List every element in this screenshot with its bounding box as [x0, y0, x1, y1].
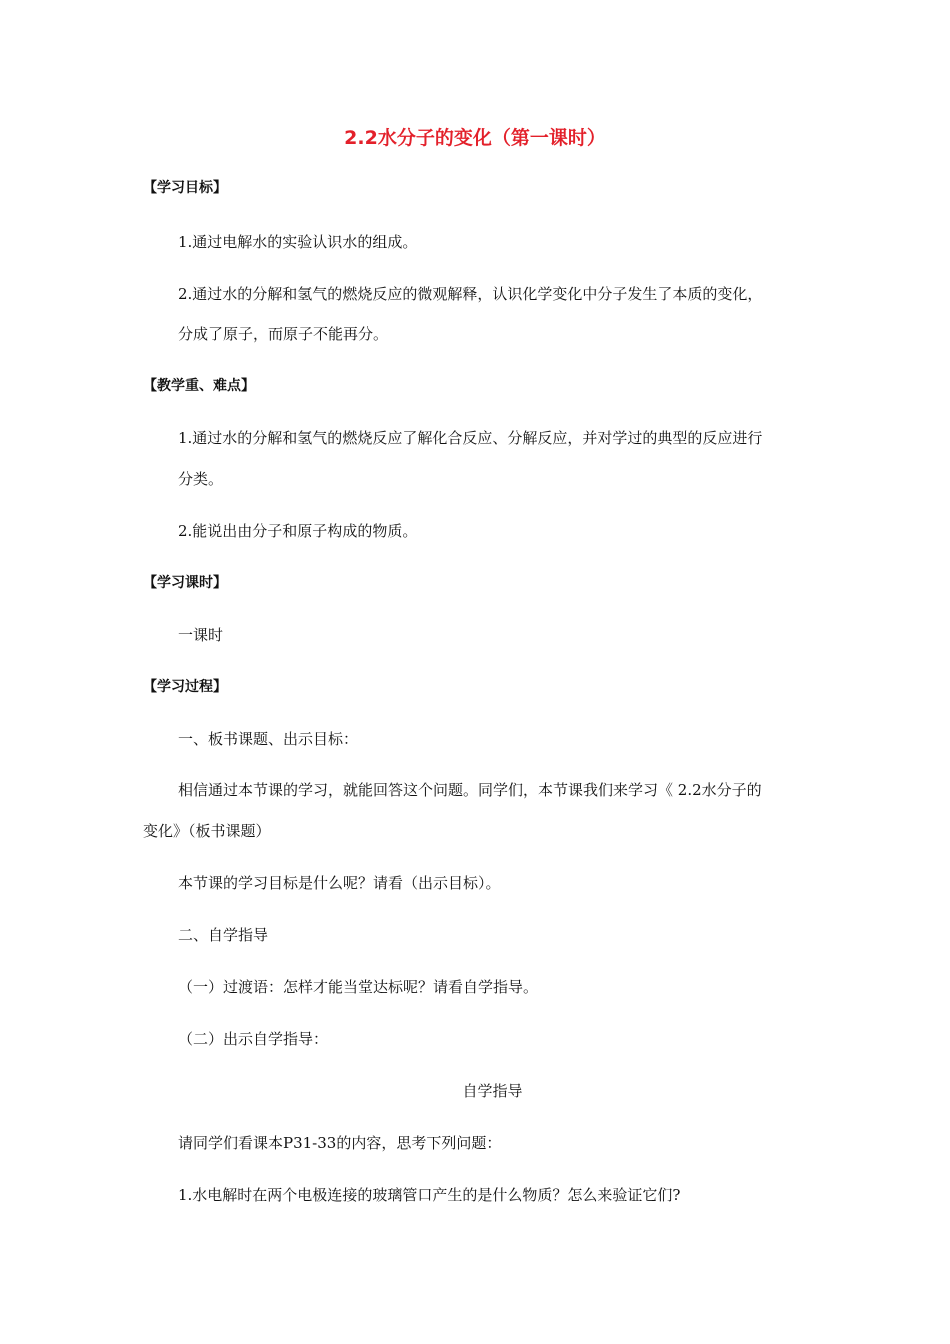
- key-point-item-1-line-2: 分类。: [178, 470, 224, 488]
- process-sub-step-1: （一）过渡语：怎样才能当堂达标呢？请看自学指导。: [178, 978, 539, 996]
- section-heading-class-hours: 【学习课时】: [143, 575, 227, 591]
- section-heading-key-points: 【教学重、难点】: [143, 378, 255, 394]
- key-point-item-1-line-1: 1.通过水的分解和氢气的燃烧反应了解化合反应、分解反应，并对学过的典型的反应进行: [178, 429, 763, 447]
- goal-item-1: 1.通过电解水的实验认识水的组成。: [178, 233, 418, 251]
- guide-intro: 请同学们看课本P31-33的内容，思考下列问题：: [178, 1134, 502, 1152]
- guide-title: 自学指导: [462, 1082, 523, 1100]
- class-hours-value: 一课时: [178, 626, 224, 644]
- process-paragraph-1-line-2: 变化》（板书课题）: [143, 822, 271, 840]
- goal-item-2-line-1: 2.通过水的分解和氢气的燃烧反应的微观解释，认识化学变化中分子发生了本质的变化，: [178, 285, 763, 303]
- process-step-2: 二、自学指导: [178, 926, 269, 944]
- section-heading-process: 【学习过程】: [143, 679, 227, 695]
- guide-question-1: 1.水电解时在两个电极连接的玻璃管口产生的是什么物质？怎么来验证它们?: [178, 1186, 681, 1204]
- process-paragraph-2: 本节课的学习目标是什么呢？请看（出示目标）。: [178, 874, 501, 892]
- key-point-item-2: 2.能说出由分子和原子构成的物质。: [178, 522, 418, 540]
- process-sub-step-2: （二）出示自学指导：: [178, 1030, 329, 1048]
- page-title: 2.2水分子的变化（第一课时）: [344, 127, 606, 149]
- goal-item-2-line-2: 分成了原子，而原子不能再分。: [178, 325, 389, 343]
- section-heading-goals: 【学习目标】: [143, 180, 227, 196]
- process-paragraph-1-line-1: 相信通过本节课的学习，就能回答这个问题。同学们，本节课我们来学习《 2.2水分子的: [178, 781, 762, 799]
- process-step-1: 一、板书课题、出示目标：: [178, 730, 359, 748]
